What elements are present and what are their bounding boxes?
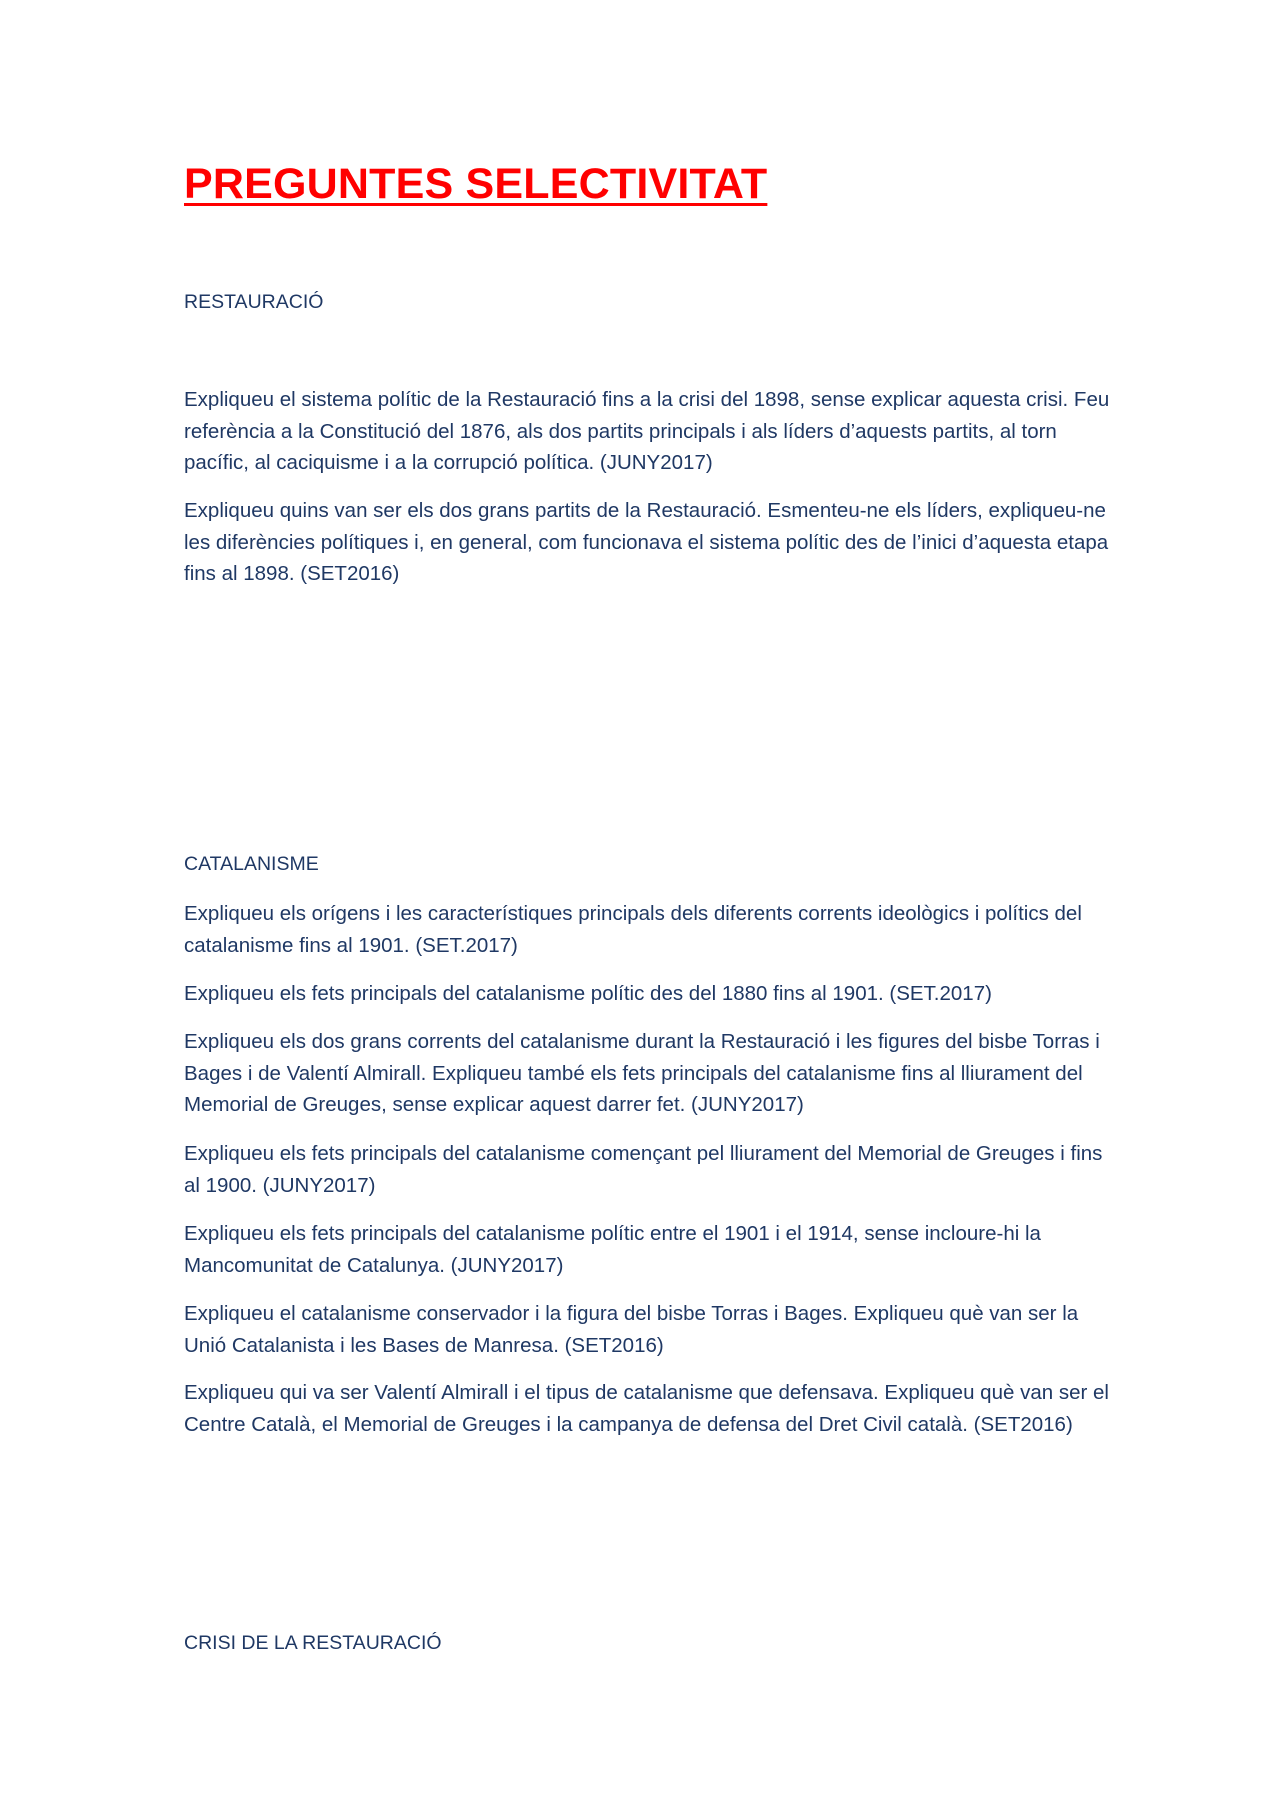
question-paragraph: Expliqueu qui va ser Valentí Almirall i el tipus de catalanisme que defensava. Expliqueu què van ser el Centre Català, el Memorial de Greuges i la campanya de defensa del Dret Civil català. (SET2016) (184, 1381, 1109, 1436)
question-paragraph: Expliqueu els fets principals del catalanisme polític entre el 1901 i el 1914, sense incloure-hi la Mancomunitat de Catalunya. (JUNY2017) (184, 1222, 1041, 1277)
question-paragraph: Expliqueu els orígens i les característiques principals dels diferents corrents ideològics i polítics del catalanisme fins al 1901. (SET.2017) (184, 902, 1082, 957)
question-paragraph: Expliqueu els dos grans corrents del catalanisme durant la Restauració i les figures del bisbe Torras i Bages i de Valentí Almirall. Expliqueu també els fets principals del catalanisme fins al lliurament del Memorial de Greuges, sense explicar aquest darrer fet. (JUNY2017) (184, 1030, 1100, 1117)
question-paragraph: Expliqueu els fets principals del catalanisme polític des del 1880 fins al 1901. (SET.2017) (184, 982, 992, 1005)
section-heading-restauracio: RESTAURACIÓ (184, 291, 324, 313)
question-paragraph: Expliqueu el catalanisme conservador i la figura del bisbe Torras i Bages. Expliqueu què van ser la Unió Catalanista i les Bases de Manresa. (SET2016) (184, 1302, 1079, 1357)
section-heading-crisi-restauracio: CRISI DE LA RESTAURACIÓ (184, 1632, 442, 1654)
question-paragraph: Expliqueu els fets principals del catalanisme començant pel lliurament del Memorial de Greuges i fins al 1900. (JUNY2017) (184, 1142, 1103, 1197)
question-paragraph: Expliqueu el sistema polític de la Restauració fins a la crisi del 1898, sense explicar aquesta crisi. Feu referència a la Constitució del 1876, als dos partits principals i als líders d’aquests partits, al torn pacífic, al caciquisme i a la corrupció política. (JUNY2017) (184, 388, 1110, 475)
section-heading-catalanisme: CATALANISME (184, 853, 319, 875)
document-title: PREGUNTES SELECTIVITAT (184, 160, 768, 208)
question-paragraph: Expliqueu quins van ser els dos grans partits de la Restauració. Esmenteu-ne els líders, expliqueu-ne les diferències polítiques i, en general, com funcionava el sistema polític des de l’inici d’aquesta etapa fins al 1898. (SET2016) (184, 499, 1109, 586)
